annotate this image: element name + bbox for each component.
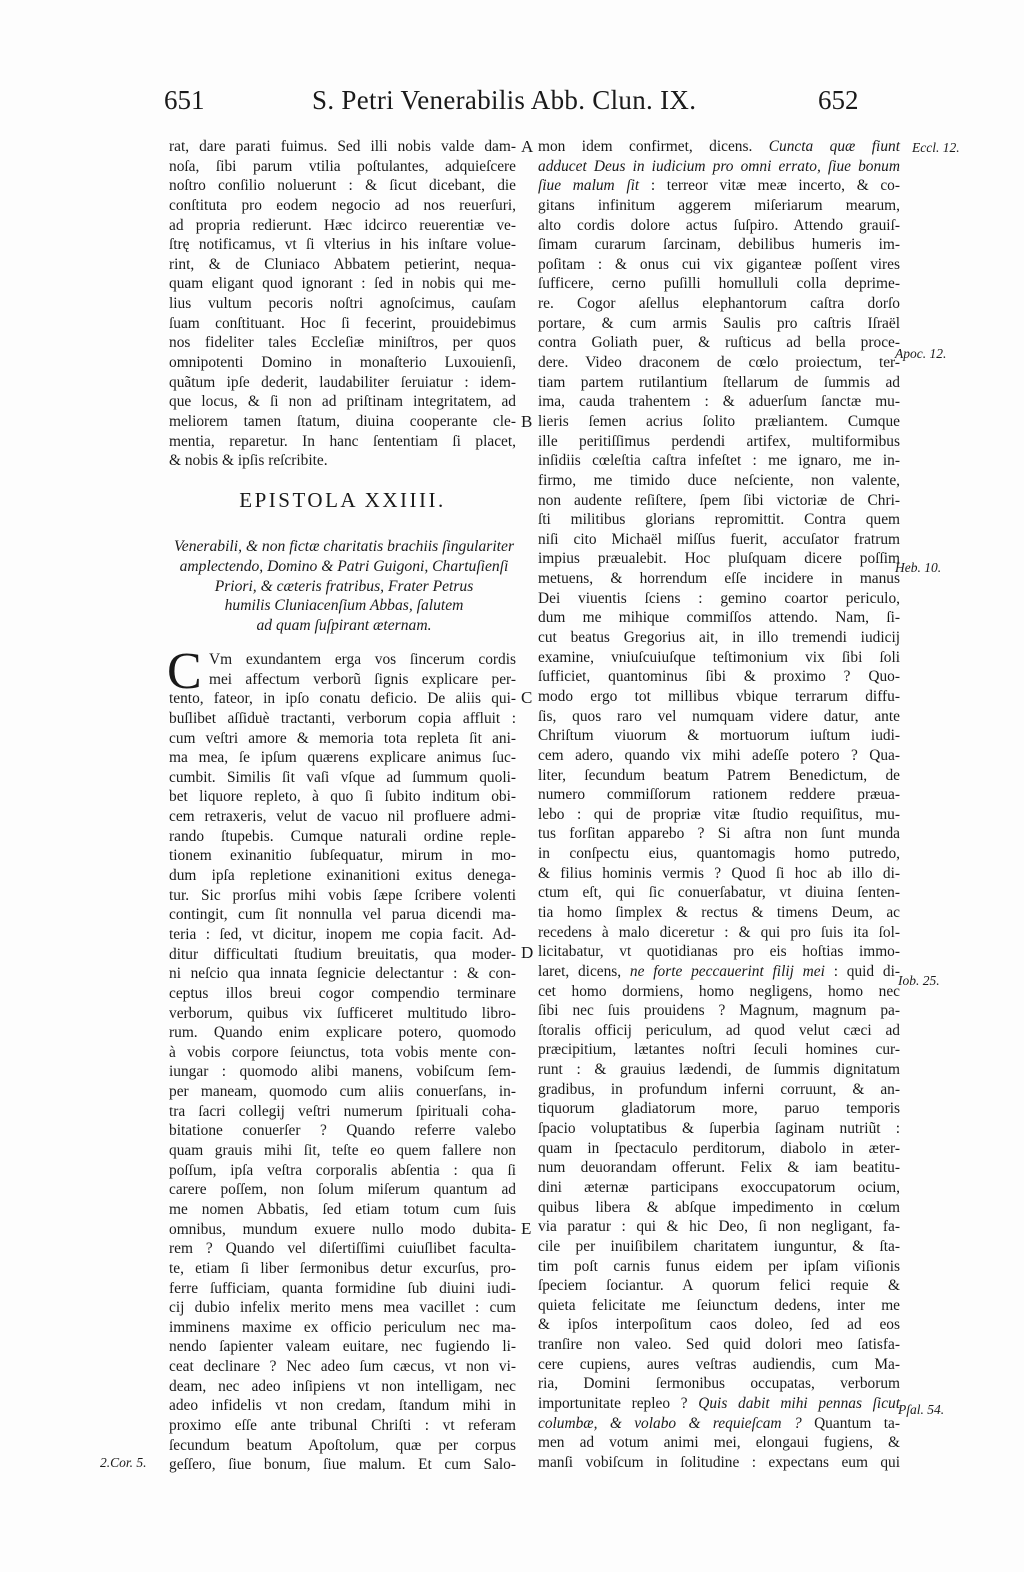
text-line (538, 1040, 900, 1060)
italic-quotation: adducet Deus in iudicium pro omni errato, ſiue bonum (538, 157, 900, 175)
section-marker-c: C (521, 688, 533, 707)
text-line (538, 1217, 900, 1237)
text-line (538, 569, 900, 589)
text-line: tionem exinanitio ſubſequatur, mirum in mo- (169, 847, 516, 865)
roman-text: præcipitium, lætantes noſtri ſeculi homines cur- (538, 1041, 900, 1059)
section-marker-a: A (521, 137, 534, 156)
roman-text: : terreor vitæ meæ incerto, & co- (639, 177, 900, 195)
roman-text: modo ergo tot millibus vbique terrarum diffu- (538, 687, 900, 705)
roman-text: examine, vniuſcuiuſque teſtimonium vix ſibi ſoli (538, 648, 900, 666)
text-line (538, 1198, 900, 1218)
text-line: dum ipſa repletione exinanitioni exitus denega- (169, 867, 516, 885)
text-line (538, 844, 900, 864)
text-line: quãtum ipſe dederit, laudabiliter ſeruiatur : idem- (169, 373, 516, 391)
roman-text: ſpeciem ſociantur. A quorum felici requie & (538, 1277, 900, 1295)
text-line (538, 137, 900, 157)
text-line (538, 549, 900, 569)
text-line (538, 1433, 900, 1453)
section-marker-b: B (521, 412, 533, 431)
text-line: nos fideliter tales Eccleſiæ miniſtros, per quos (169, 334, 516, 352)
text-line (538, 373, 900, 393)
roman-text: cem adero, quando vix mihi adeſſe potero ? Qua- (538, 746, 900, 764)
text-line: nendo ſapienter valeam euitare, nec fugiendo li- (169, 1338, 516, 1356)
roman-text: licitabatur, vt quotidianas pro eis hoſtias immo- (538, 943, 900, 961)
text-line (538, 392, 900, 412)
roman-text: poſitam : & onus cui vix giganteæ poſſent vires (538, 255, 900, 273)
text-line (538, 726, 900, 746)
roman-text: cet homo dormiens, homo negligens, homo nec (538, 982, 900, 1000)
roman-text: via paratur : qui & hic Deo, ſi non negligant, fa- (538, 1218, 900, 1236)
text-line: cij dubio infelix merito mens mea vacillet : cum (169, 1299, 516, 1317)
running-header (0, 85, 1024, 125)
text-line (538, 667, 900, 687)
roman-text: Chriſtum viuorum & mortuorum iuſtum iudi- (538, 727, 900, 745)
roman-text: portare, & cum armis Saulis pro caſtris Iſraël (538, 314, 900, 332)
margin-note-2cor: 2.Cor. 5. (100, 1455, 147, 1470)
roman-text: ſtoralis officij periculum, ad quod velut cæci ad (538, 1021, 900, 1039)
roman-text: ille peritiſſimus perdendi artifex, multiformibus (538, 432, 900, 450)
roman-text: quieta felicitate me ſeiunctum dedens, inter me (538, 1296, 900, 1314)
roman-text: Dei viuentis ſciens : gemino coartor periculo, (538, 589, 900, 607)
roman-text: ſufficiet, quantominus ſibi & proximo ? Quo- (538, 668, 900, 686)
roman-text: ſufficere, cerno puſilli homulluli colla deprime- (538, 275, 900, 293)
roman-text: dini æternæ participans exoccupatorum ocium, (538, 1178, 900, 1196)
text-line (538, 648, 900, 668)
text-line (538, 1119, 900, 1139)
text-line (538, 1139, 900, 1159)
roman-text: lebo : qui de propriæ vitæ ſtudio requiſitus, mu- (538, 805, 900, 823)
right-column (538, 137, 900, 1473)
text-line: bitatione conuerſer ? Quando referre valebo (169, 1122, 516, 1140)
text-line: proximo eſſe ante tribunal Chriſti : vt referam (169, 1416, 516, 1434)
salutation-line: ad quam ſuſpirant æternam. (256, 617, 432, 635)
roman-text: mon idem confirmet, dicens. (538, 138, 769, 155)
text-line: rem ? Quando vel diſertiſſimi cuiuſlibet faculta- (169, 1240, 516, 1258)
right-page-number: 652 (818, 85, 859, 115)
text-line: ni neſcio qua innata ſegnicie delectantur : & con- (169, 965, 516, 983)
margin-note-iob: Iob. 25. (898, 973, 940, 988)
roman-text: num deuorandam offerunt. Felix & iam beatitu- (538, 1159, 900, 1177)
text-line (538, 824, 900, 844)
roman-text: non audente reſiſtere, ſpem ſibi victoriæ de Chri- (538, 491, 900, 509)
text-line: rum. Quando enim explicare potero, quomodo (169, 1024, 516, 1042)
letter-salutation (160, 537, 528, 636)
text-line (538, 333, 900, 353)
text-line: cem retraxeris, velut de vacuo nil profluere admi- (169, 808, 516, 826)
text-line: omnipotenti Domino in monaſterio Luxouienſi, (169, 354, 516, 372)
roman-text: niſi cito Michaël miſſus fuerit, accuſator fratrum (538, 530, 900, 548)
roman-text: dere. Video draconem de cœlo proiectum, ter- (538, 354, 900, 372)
text-line (538, 255, 900, 275)
text-line (538, 353, 900, 373)
roman-text: firmo, me timido duce neſciente, non valente, (538, 471, 900, 489)
text-line: conſtituta pro eodem negocio ad nos reuerſuri, (169, 196, 516, 214)
epistola-heading: EPISTOLA XXIIII. (239, 488, 446, 512)
text-line: noſtro conſilio noluerunt : & ſicut dicebant, die (169, 177, 516, 195)
text-line: buſlibet aſſiduè tractanti, verborum copia affluit : (169, 709, 516, 727)
text-line (538, 491, 900, 511)
text-line (538, 1099, 900, 1119)
text-line: per maneam, quomodo cum aliis conuerſans, in- (169, 1083, 516, 1101)
text-line (538, 412, 900, 432)
text-line: imminens maxime ex officio periculum nec ma- (169, 1318, 516, 1336)
roman-text: manſi vobiſcum in ſolitudine : expectans eum qui (538, 1453, 900, 1471)
roman-text: importunitate repleo ? (538, 1395, 699, 1412)
text-line (538, 1296, 900, 1316)
text-line (538, 1060, 900, 1080)
margin-note-psal: Pſal. 54. (898, 1402, 945, 1417)
text-line (538, 1453, 900, 1473)
text-line (538, 157, 900, 177)
text-line (538, 314, 900, 334)
italic-quotation: Quis dabit mihi pennas ſicut (698, 1395, 900, 1412)
salutation-line: Venerabili, & non fictæ charitatis brachiis ſingulariter (173, 538, 515, 555)
text-line: Vm exundantem erga vos ſincerum cordis (209, 651, 516, 668)
text-line: contingit, cum ſit nonnulla vel parua dicendi ma- (169, 906, 516, 924)
roman-text: ſti militibus glorians repromittit. Contra quem (538, 511, 900, 529)
text-line: rat, dare parati fuimus. Sed illi nobis valde dam- (169, 138, 516, 155)
text-line: ma mea, ſe ipſum quærens explicare animus ſuc- (169, 749, 516, 767)
text-line (538, 942, 900, 962)
text-line (538, 864, 900, 884)
text-line (538, 1355, 900, 1375)
text-line (538, 1237, 900, 1257)
text-line: rando ſtupebis. Cumque naturali ordine reple- (169, 827, 516, 845)
roman-text: metuens, & horrendum eſſe incidere in manus (538, 570, 900, 588)
text-line: poſſum, ipſa veſtra corporalis abſentia : qua ſi (169, 1161, 516, 1179)
text-line: deam, nec adeo inſipiens vt non intelligam, nec (169, 1377, 516, 1395)
text-line (538, 903, 900, 923)
running-title: S. Petri Venerabilis Abb. Clun. IX. (312, 85, 697, 115)
italic-quotation: ſiue malum ſit (538, 177, 640, 195)
roman-text: men ad votum animi mei, elongaui fugiens, & (538, 1434, 900, 1452)
text-line: cumbit. Similis ſit vaſi vſque ad ſummum quoli- (169, 768, 516, 786)
text-line: mei affectum verborũ ſignis explicare per- (209, 670, 516, 688)
text-line (538, 1394, 900, 1414)
italic-quotation: Cuncta quæ fiunt (768, 138, 900, 155)
text-line: me nomen Abbatis, ſed etiam totum cum ſuis (169, 1200, 516, 1218)
roman-text: re. Cogor aſellus elephantorum caſtra dorſo (538, 295, 900, 313)
text-line: ſtrę notificamus, vt ſi vlterius in his inſtare volue- (169, 236, 516, 254)
text-line: noſa, ſibi parum vtilia poſtulantes, adquieſcere (169, 157, 516, 175)
roman-text: tim poſt carnis funus eidem per ipſam viſionis (538, 1257, 900, 1275)
roman-text: tia homo ſimplex & rectus & timens Deum, ac (538, 903, 900, 921)
text-line: geſſero, ſiue bonum, ſiue malum. Et cum Salo- (169, 1456, 516, 1474)
margin-note-apoc: Apoc. 12. (895, 346, 947, 361)
text-line (538, 294, 900, 314)
text-line (538, 274, 900, 294)
text-line (538, 707, 900, 727)
roman-text: ima, cauda trahentem : & aduerſum ſanctæ mu- (538, 393, 900, 411)
roman-text: ſpacio voluptatibus & ſuperbia ſaginam nutriũt : (538, 1120, 900, 1138)
salutation-line: amplectendo, Domino & Patri Guigoni, Chartuſienſi (179, 557, 509, 575)
roman-text: ſis, quos raro vel numquam videre datur, ante (538, 707, 900, 725)
text-line (538, 923, 900, 943)
roman-text: gradibus, in profundum inferni corruunt, & an- (538, 1080, 900, 1098)
text-line: lius vultum pecoris noſtri agnoſcimus, cauſam (169, 295, 516, 313)
roman-text: ria, Domini ſermonibus occupatas, verborum (538, 1375, 900, 1393)
text-line (538, 216, 900, 236)
text-line (538, 1374, 900, 1394)
text-line: ſuam conſtituant. Hoc ſi fecerint, prouidebimus (169, 314, 516, 332)
text-line: omnibus, mundum exuere nullo modo dubita- (169, 1220, 516, 1238)
left-page-number: 651 (164, 85, 205, 115)
margin-note-heb: Heb. 10. (895, 560, 942, 575)
text-line: tento, fateor, in ipſo conatu deficio. De aliis qui- (169, 690, 516, 708)
text-line (538, 510, 900, 530)
text-line (538, 530, 900, 550)
roman-text: ſimam curarum ſarcinam, debilibus humeris im- (538, 236, 900, 254)
text-line: ferre ſufficiam, quanta formidine ſub diuini iudi- (169, 1279, 516, 1297)
text-line: adeo infidelis vt non credam, ſtandum mihi in (169, 1397, 516, 1415)
text-line: tur. Sic prorſus mihi vobis ſæpe ſcribere volenti (169, 886, 516, 904)
italic-quotation: ne forte peccauerint filij mei (629, 962, 825, 980)
text-line (538, 805, 900, 825)
text-line (538, 451, 900, 471)
text-line: que locus, & ſi non ad priſtinam integritatem, ad (169, 393, 516, 411)
roman-text: & ipſos interpoſitum caos doleo, ſed ad eos (538, 1316, 900, 1334)
text-line (538, 235, 900, 255)
roman-text: Quantum ta- (801, 1414, 900, 1432)
roman-text: in conſpectu eius, quantomagis homo putredo, (538, 845, 900, 863)
text-line: bet liquore repleto, à quo ſi ſubito inditum obi- (169, 788, 516, 806)
text-line: & nobis & ipſis reſcribite. (169, 452, 328, 470)
text-line: ditur difficultati ſtudium breuitatis, qua moder- (169, 945, 516, 963)
roman-text: cile per inuiſibilem charitatem iunguntur, & ſta- (538, 1237, 900, 1255)
section-marker-e: E (521, 1219, 532, 1238)
text-line: mentia, reparetur. In hanc ſententiam ſi placet, (169, 432, 516, 450)
text-line: verborum, quibus vix ſufficeret multitudo libro- (169, 1004, 516, 1022)
roman-text: runt : & grauius lædendi, de ſummis dignitatum (538, 1061, 900, 1079)
text-line: carere poſſem, non ſolum miſerum quantum ad (169, 1181, 516, 1199)
text-line (538, 962, 900, 982)
text-line (538, 785, 900, 805)
salutation-line: humilis Cluniacenſium Abbas, ſalutem (224, 597, 464, 615)
roman-text: recedens à malo diceretur : & qui pro ſuis ita ſol- (538, 923, 900, 941)
text-line (538, 766, 900, 786)
roman-text: tus forſitan apparebo ? Si aſtra non ſunt munda (538, 825, 900, 843)
text-line: ad propria redierunt. Hæc idcirco reuerentiæ ve- (169, 216, 516, 234)
text-line (538, 746, 900, 766)
text-line (538, 1021, 900, 1041)
text-line: rint, & de Cluniaco Abbatem petierint, nequa- (169, 255, 516, 273)
text-line: ceptus illos breui cogor compendio terminare (169, 984, 516, 1002)
roman-text: cere cupiens, aures veſtras audiendis, cum Ma- (538, 1355, 900, 1373)
text-line (538, 1257, 900, 1277)
text-line (538, 1315, 900, 1335)
text-line (538, 432, 900, 452)
text-line: teria : ſed, vt dicitur, inopem me copia facit. Ad- (169, 925, 516, 943)
text-line (538, 176, 900, 196)
roman-text: dum me mihique commiſſos attendo. Nam, ſi- (538, 609, 900, 627)
roman-text: liter, ſecundum beatum Patrem Benedictum, de (538, 766, 900, 784)
text-line: iungar : quomodo alibi manens, vobiſcum ſem- (169, 1063, 516, 1081)
text-line (538, 196, 900, 216)
section-marker-d: D (521, 943, 534, 962)
roman-text: laret, dicens, (538, 962, 630, 980)
text-line (538, 1414, 900, 1434)
roman-text: contra Goliath puer, & ruſticus ad bella proce- (538, 334, 900, 352)
roman-text: tiquorum gladiatorum more, paruo temporis (538, 1100, 900, 1118)
text-line: meliorem tamen ſtatum, diuina cooperante cle- (169, 412, 516, 430)
text-line: ſecundum beatum Apoſtolum, quæ per corpus (169, 1436, 516, 1454)
roman-text: gitans infinitum aggerem miſeriarum mearum, (538, 196, 900, 214)
roman-text: lieris ſemen acrius ſolito præliantem. Cumque (538, 412, 900, 430)
margin-note-eccl: Eccl. 12. (912, 140, 960, 155)
text-line: quam grauis mihi ſit, teſte eo quem fallere non (169, 1142, 516, 1160)
text-line: te, etiam ſi liber ſermonibus detur excurſus, pro- (169, 1259, 516, 1277)
text-line (538, 1178, 900, 1198)
roman-text: impius præualebit. Hoc pluſquam dicere poſſim (538, 550, 900, 568)
text-line: tra ſacri collegij veſtri numerum ſpirituali coha- (169, 1102, 516, 1120)
salutation-line: Priori, & cæteris fratribus, Frater Petrus (214, 577, 474, 595)
text-line: quam eligant quod ignorant : ſed in nobis qui me- (169, 275, 516, 293)
text-line (538, 1080, 900, 1100)
text-line (538, 1001, 900, 1021)
text-line (538, 1158, 900, 1178)
roman-text: alto cordis dolore actus ſuſpiro. Attendo grauiſ- (538, 216, 900, 234)
roman-text: ctum eſt, qui ſic conuerſabatur, vt diuina ſenten- (538, 884, 900, 902)
roman-text: cut beatus Gregorius ait, in illo tremendi iudicij (538, 629, 900, 647)
roman-text: : quid di- (824, 962, 900, 980)
roman-text: quibus libera & abſque impedimento in cœlum (538, 1198, 900, 1216)
left-column-intro (169, 137, 516, 471)
drop-cap: C (167, 643, 202, 700)
roman-text: tiam partem rutilantium ſtellarum de ſummis ad (538, 373, 900, 391)
roman-text: quam in ſpectaculo perditorum, diabolo in æter- (538, 1139, 900, 1157)
text-line (538, 883, 900, 903)
roman-text: numero commiſſorum rationem reddere præua- (538, 786, 900, 804)
text-line: ceat declinare ? Nec adeo ſum cæcus, vt non vi- (169, 1358, 516, 1376)
text-line (538, 471, 900, 491)
italic-quotation: columbæ, & volabo & requieſcam ? (538, 1414, 802, 1432)
roman-text: tranſire non valeo. Sed quid dolori meo ſatisfa- (538, 1336, 900, 1354)
roman-text: ſibi nec ſuis prouidens ? Magnum, magnum pa- (538, 1002, 900, 1020)
text-line (538, 982, 900, 1002)
text-line (538, 687, 900, 707)
roman-text: inſidiis cœleſtia caſtra infeſtet : me ignaro, me in- (538, 452, 900, 470)
text-line: cum veſtri amore & memoria tota repleta ſit ani- (169, 729, 516, 747)
text-line (538, 628, 900, 648)
text-line: à vobis corpore ſeiunctus, tota vobis mente con- (169, 1043, 516, 1061)
left-column-body (167, 643, 516, 1475)
text-line (538, 1276, 900, 1296)
text-line (538, 1335, 900, 1355)
text-line (538, 608, 900, 628)
roman-text: & filius hominis vermis ? Quod ſi hoc ab illo di- (538, 864, 900, 882)
text-line (538, 589, 900, 609)
